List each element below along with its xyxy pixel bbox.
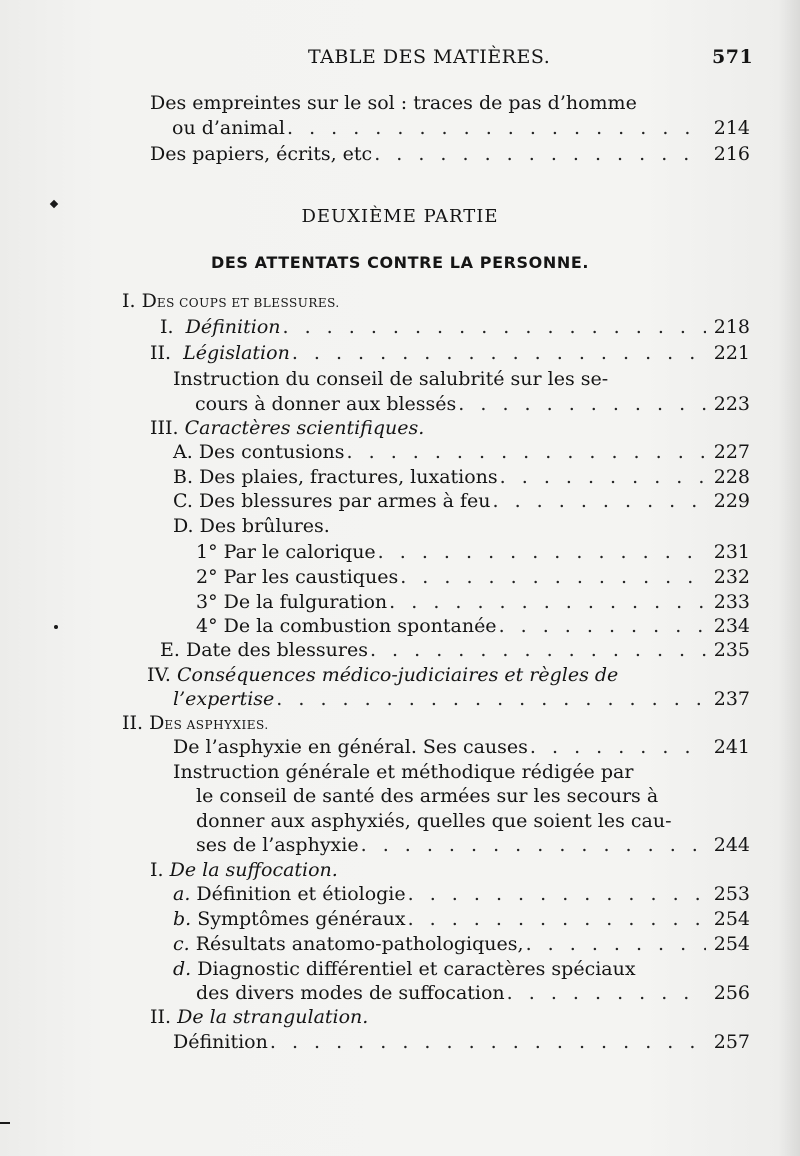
leader-dots (276, 686, 706, 712)
toc-entry-page: 232 (713, 566, 750, 588)
toc-entry-label: De l’asphyxie en général. Ses causes (173, 736, 528, 758)
leader-dots (347, 439, 706, 465)
toc-entry-page: 221 (713, 342, 750, 364)
toc-entry-label: b. Symptômes généraux (173, 908, 406, 930)
toc-entry (173, 881, 750, 907)
toc-heading: III. Caractères scientifiques. (150, 417, 425, 439)
toc-entry-label: 4° De la combustion spontanée (196, 615, 497, 637)
toc-entry (196, 832, 750, 858)
toc-entry-label: l’expertise (173, 688, 275, 710)
toc-entry (173, 686, 750, 712)
leader-dots (292, 340, 706, 366)
leader-dots (458, 391, 706, 417)
leader-dots (389, 589, 706, 615)
toc-entry-page: 254 (713, 908, 750, 930)
toc-entry-label: des divers modes de suffocation (196, 982, 505, 1004)
leader-dots (400, 564, 706, 590)
toc-entry-page: 228 (713, 466, 750, 488)
part-title: DEUXIÈME PARTIE (301, 206, 499, 227)
toc-entry-text: IV. Conséquences médico-judiciaires et règles de (147, 664, 619, 686)
leader-dots (408, 881, 706, 907)
toc-entry-page: 233 (713, 591, 750, 613)
leader-dots (283, 314, 707, 340)
leader-dots (370, 637, 706, 663)
section-title-rest: ES COUPS ET BLESSURES. (156, 296, 340, 310)
section-heading (122, 710, 269, 736)
toc-entry-label: A. Des contusions (173, 441, 345, 463)
toc-entry-page: 234 (713, 615, 750, 637)
toc-entry-page: 253 (713, 883, 750, 905)
section-heading (122, 288, 340, 314)
toc-entry-label: 3° De la fulguration (196, 591, 388, 613)
section-title-rest: ES ASPHYXIES. (164, 718, 269, 732)
leader-dots (500, 464, 706, 490)
toc-entry-page: 216 (713, 143, 750, 165)
toc-entry-page: 229 (713, 490, 750, 512)
toc-entry-label: c. Résultats anatomo-pathologiques, (173, 933, 524, 955)
leader-dots (270, 1029, 706, 1055)
print-mark (54, 625, 58, 629)
toc-entry-page: 237 (713, 688, 750, 710)
toc-entry-page: 235 (713, 639, 750, 661)
toc-entry-label: 1° Par le calorique (196, 541, 376, 563)
toc-entry-label: II. Législation (150, 342, 290, 364)
leader-dots (287, 115, 706, 141)
toc-entry (173, 931, 750, 957)
toc-entry (196, 980, 750, 1006)
leader-dots (374, 141, 706, 167)
leader-dots (507, 980, 706, 1006)
leader-dots (493, 488, 706, 514)
leader-dots (499, 613, 706, 639)
toc-entry-page: 227 (713, 441, 750, 463)
toc-entry (196, 613, 750, 639)
toc-entry-label: Définition (173, 1031, 268, 1053)
toc-entry-page: 214 (713, 117, 750, 139)
toc-entry (196, 539, 750, 565)
toc-entry-label: 2° Par les caustiques (196, 566, 399, 588)
page-number: 571 (712, 46, 754, 68)
toc-entry (196, 564, 750, 590)
toc-entry-label: ou d’animal (172, 117, 285, 139)
toc-entry (150, 141, 750, 167)
toc-entry (160, 314, 750, 340)
toc-entry-page: 256 (713, 982, 750, 1004)
toc-entry (173, 488, 750, 514)
leader-dots (408, 906, 706, 932)
print-mark (0, 1122, 10, 1124)
toc-entry-page: 241 (713, 736, 750, 758)
toc-entry (173, 734, 750, 760)
toc-entry-label: E. Date des blessures (160, 639, 368, 661)
toc-entry-page: 218 (713, 316, 750, 338)
toc-entry (173, 464, 750, 490)
leader-dots (526, 931, 706, 957)
toc-entry (173, 1029, 750, 1055)
toc-entry (173, 439, 750, 465)
section-number: I. (122, 290, 136, 312)
toc-entry-text: Des empreintes sur le sol : traces de pas d’homme (150, 92, 637, 114)
section-title-initial: D (149, 712, 165, 734)
toc-entry-page: 257 (713, 1031, 750, 1053)
toc-heading: II. De la strangulation. (150, 1006, 369, 1028)
leader-dots (361, 832, 706, 858)
leader-dots (378, 539, 706, 565)
toc-entry-text: Instruction générale et méthodique rédigée par (173, 761, 634, 783)
running-title: TABLE DES MATIÈRES. (308, 46, 551, 68)
toc-entry-text: Instruction du conseil de salubrité sur les se- (173, 368, 609, 390)
toc-entry-text: d. Diagnostic différentiel et caractères spéciaux (173, 958, 636, 980)
part-subtitle: DES ATTENTATS CONTRE LA PERSONNE. (210, 253, 590, 272)
leader-dots (530, 734, 706, 760)
toc-heading: I. De la suffocation. (150, 859, 338, 881)
toc-entry-text: le conseil de santé des armées sur les secours à (196, 785, 659, 807)
toc-entry-page: 244 (713, 834, 750, 856)
toc-entry-label: B. Des plaies, fractures, luxations (173, 466, 498, 488)
section-number: II. (122, 712, 144, 734)
toc-entry-label: cours à donner aux blessés (195, 393, 457, 415)
toc-entry-page: 223 (713, 393, 750, 415)
toc-entry (196, 589, 750, 615)
toc-entry-label: a. Définition et étiologie (173, 883, 406, 905)
toc-entry (195, 391, 750, 417)
toc-entry (172, 115, 750, 141)
toc-entry (160, 637, 750, 663)
toc-heading: D. Des brûlures. (173, 515, 330, 537)
toc-entry-label: C. Des blessures par armes à feu (173, 490, 491, 512)
toc-entry (173, 906, 750, 932)
toc-entry-text: donner aux asphyxiés, quelles que soient les cau- (196, 810, 672, 832)
toc-entry-label: ses de l’asphyxie (196, 834, 359, 856)
toc-entry (150, 340, 750, 366)
toc-entry-label: I. Définition (160, 316, 281, 338)
toc-entry-label: Des papiers, écrits, etc (150, 143, 373, 165)
section-title-initial: D (141, 290, 157, 312)
toc-entry-page: 254 (713, 933, 750, 955)
toc-entry-page: 231 (713, 541, 750, 563)
